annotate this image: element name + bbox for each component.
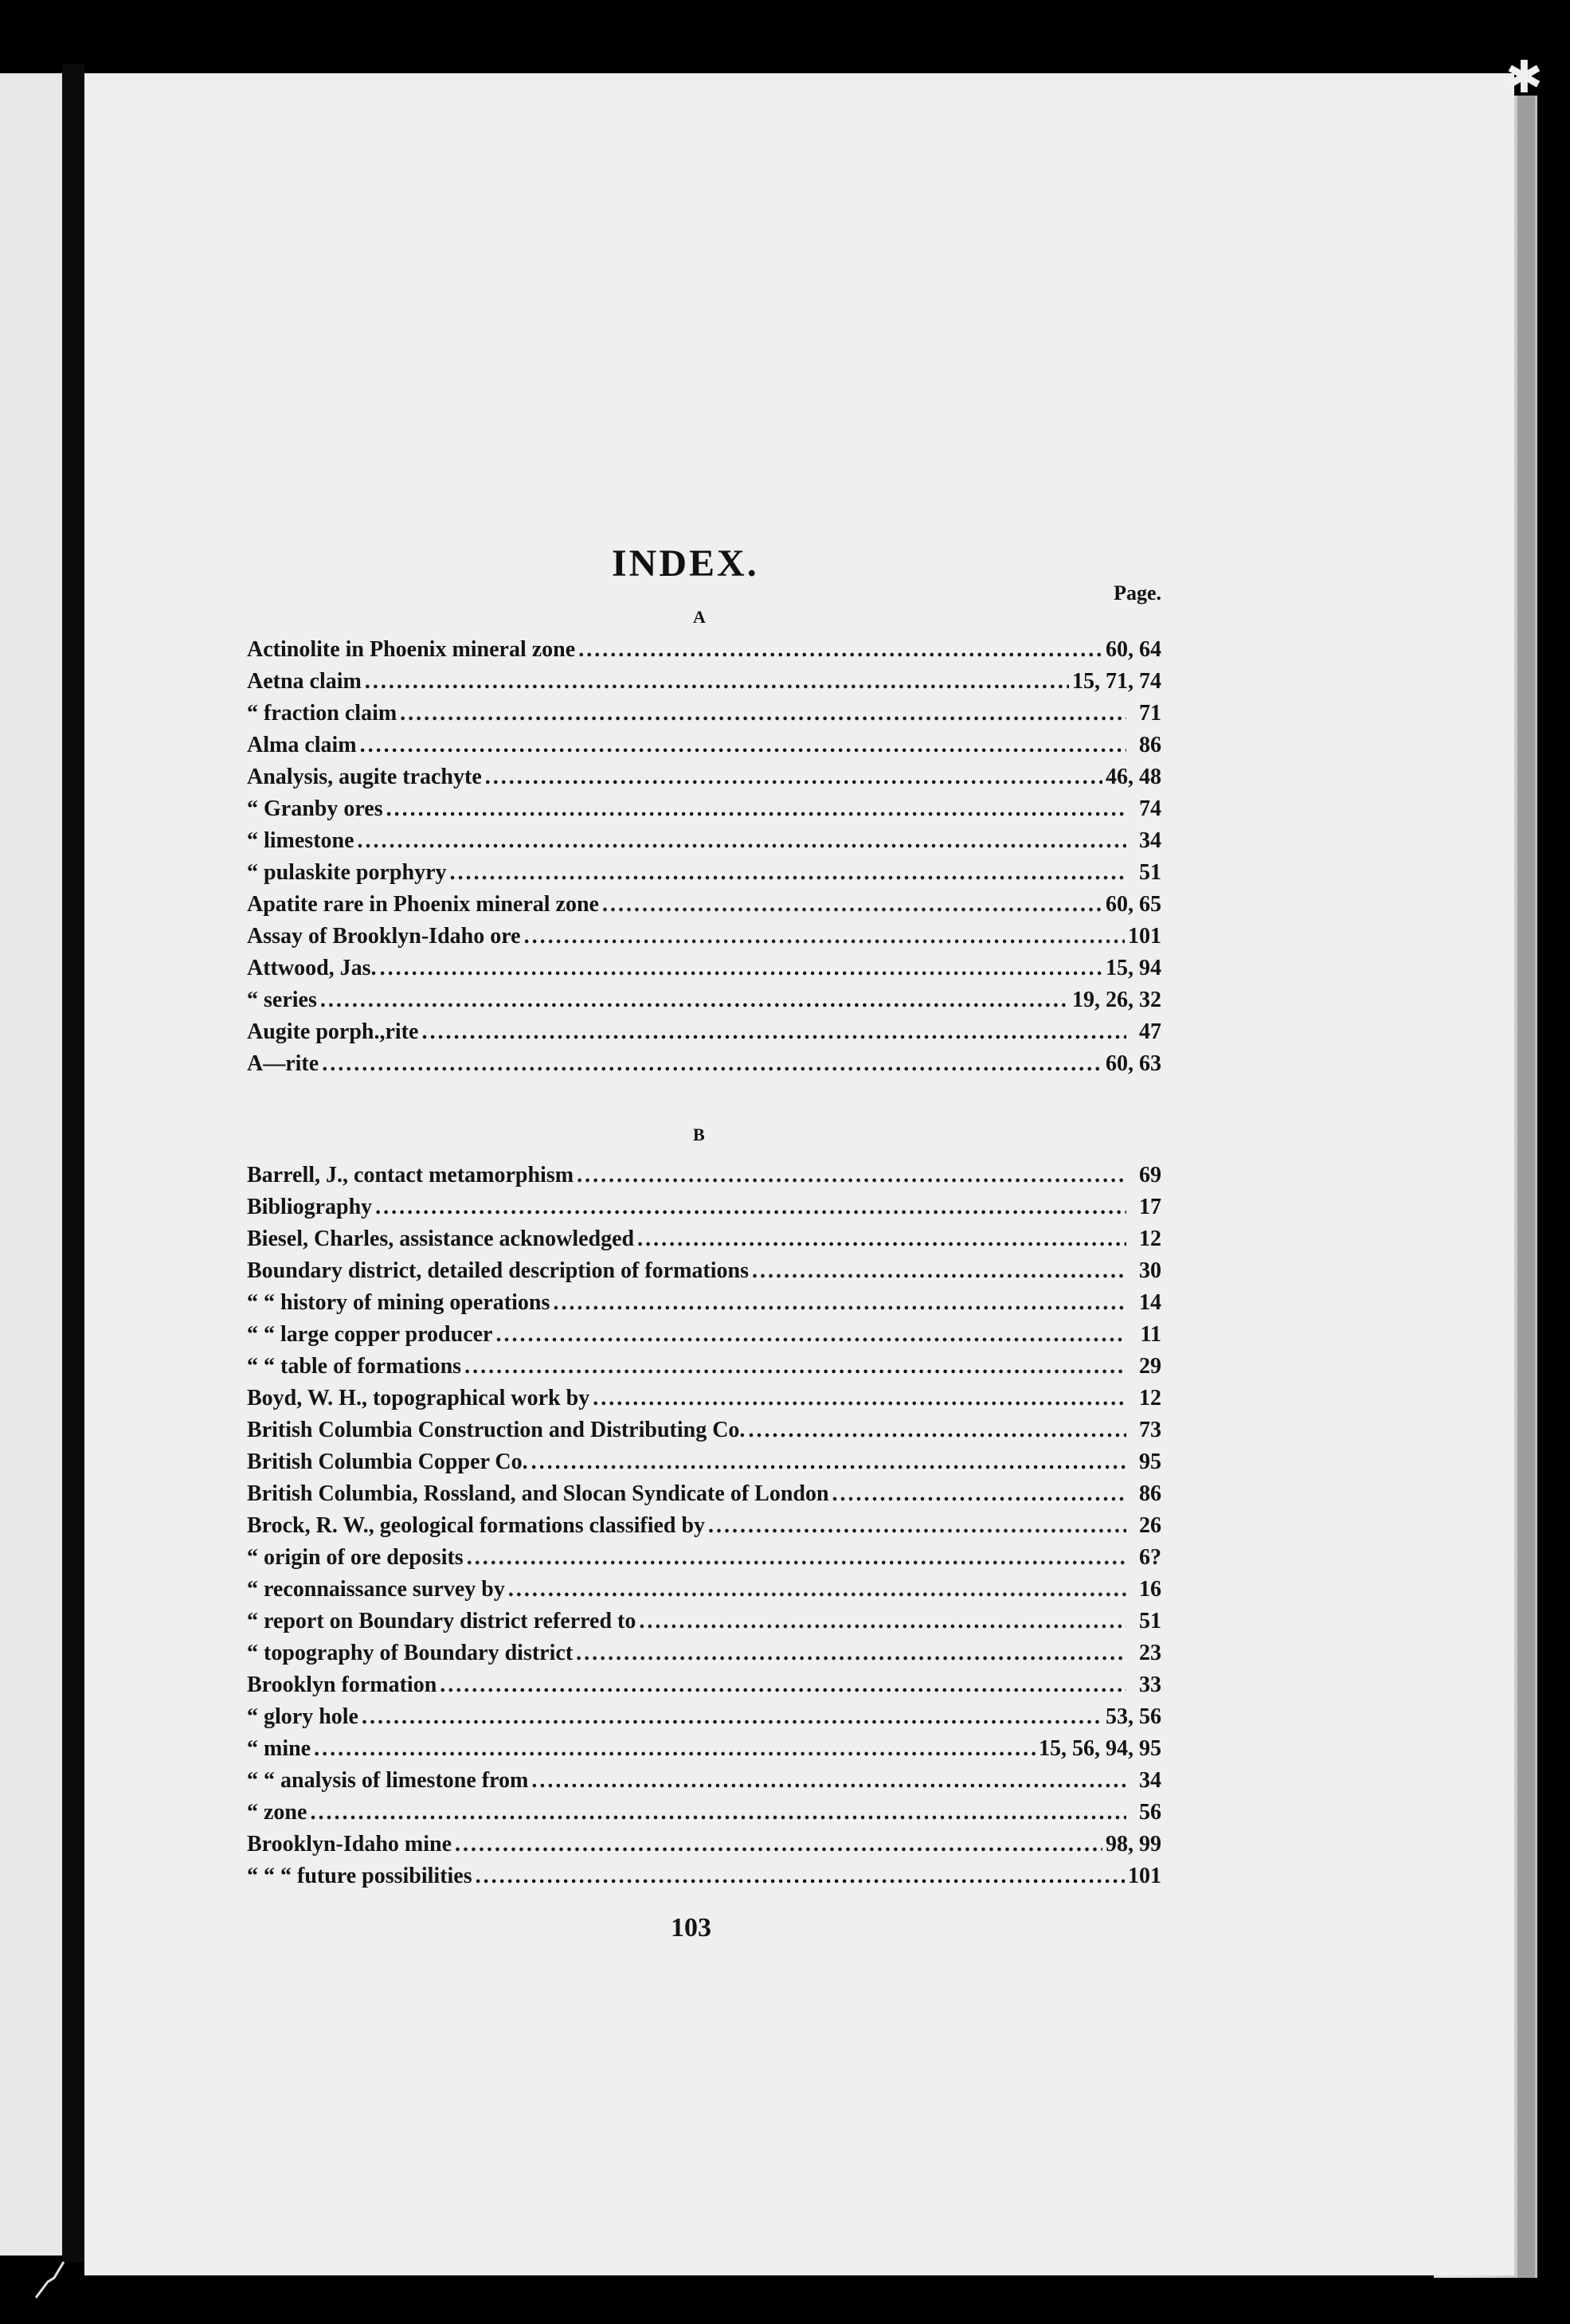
index-entry-page: 95	[1139, 1450, 1161, 1474]
index-entry-text: “ topography of Boundary district	[247, 1641, 574, 1665]
index-entry	[247, 1609, 1161, 1641]
index-entry	[247, 796, 1161, 828]
page-column-label: Page.	[1114, 581, 1161, 604]
index-entry-page: 34	[1139, 828, 1161, 853]
index-entry-page: 56	[1139, 1800, 1161, 1825]
index-entry-text: Aetna claim	[247, 669, 362, 694]
index-entry	[247, 1195, 1161, 1227]
dot-leader	[362, 1704, 1102, 1730]
section-letter: B	[693, 1125, 705, 1144]
index-entry-page: 17	[1139, 1195, 1161, 1219]
index-entry-page: 12	[1139, 1386, 1161, 1410]
index-entry-text: Brooklyn formation	[247, 1673, 437, 1697]
dot-leader	[322, 1051, 1102, 1077]
index-entry-page: 16	[1139, 1577, 1161, 1602]
dot-leader	[358, 828, 1126, 854]
index-entry-text: “ “ analysis of limestone from	[247, 1768, 529, 1793]
index-entry-page: 11	[1140, 1322, 1161, 1347]
index-entry	[247, 1418, 1161, 1450]
index-entry-text: Attwood, Jas.	[247, 956, 377, 980]
index-entry-text: “ pulaskite porphyry	[247, 860, 447, 885]
index-entry	[247, 988, 1161, 1019]
index-entry	[247, 1481, 1161, 1513]
dot-leader	[476, 1864, 1125, 1889]
binding-shadow	[62, 64, 84, 2262]
index-entry-text: Bibliography	[247, 1195, 373, 1219]
index-entry	[247, 1290, 1161, 1322]
index-entry-text: Analysis, augite trachyte	[247, 765, 482, 789]
index-entry-text: “ Granby ores	[247, 796, 383, 821]
index-entry-page: 60, 65	[1106, 892, 1161, 917]
dot-leader	[524, 924, 1125, 949]
dot-leader	[455, 1832, 1102, 1857]
index-entry-text: Brock, R. W., geological formations classified by	[247, 1513, 706, 1538]
index-entry	[247, 1577, 1161, 1609]
index-entry-text: “ “ table of formations	[247, 1354, 462, 1379]
dot-leader	[365, 669, 1069, 694]
index-entry	[247, 1768, 1161, 1800]
index-entry-page: 51	[1139, 1609, 1161, 1633]
index-entry	[247, 892, 1161, 924]
dot-leader	[639, 1609, 1126, 1634]
dot-leader	[553, 1290, 1126, 1316]
index-entry	[247, 1864, 1161, 1896]
index-entry-text: “ report on Boundary district referred to	[247, 1609, 636, 1633]
index-entry	[247, 1258, 1161, 1290]
index-entry-page: 33	[1139, 1673, 1161, 1697]
index-entry-text: A––rite	[247, 1051, 319, 1076]
index-entry-text: “ zone	[247, 1800, 307, 1825]
index-entry-page: 15, 71, 74	[1072, 669, 1161, 694]
index-entry-page: 47	[1139, 1019, 1161, 1044]
index-entry	[247, 669, 1161, 701]
dot-leader	[360, 733, 1126, 758]
dot-leader	[310, 1800, 1126, 1825]
dot-leader	[440, 1673, 1126, 1698]
index-entry-page: 12	[1139, 1227, 1161, 1251]
index-entry	[247, 1163, 1161, 1195]
index-entry-page: 51	[1139, 860, 1161, 885]
index-entry	[247, 1051, 1161, 1083]
index-entry-text: “ series	[247, 988, 317, 1012]
index-entry	[247, 1019, 1161, 1051]
index-entry-text: British Columbia Copper Co.	[247, 1450, 528, 1474]
index-entry	[247, 956, 1161, 988]
index-entry-text: “ “ history of mining operations	[247, 1290, 550, 1315]
dot-leader	[467, 1545, 1126, 1571]
index-entry	[247, 733, 1161, 765]
dot-leader	[320, 988, 1069, 1013]
index-entry-text: “ glory hole	[247, 1704, 358, 1729]
section-letter: A	[693, 607, 706, 627]
index-entry-page: 14	[1139, 1290, 1161, 1315]
dot-leader	[748, 1418, 1126, 1443]
index-entry-page: 23	[1139, 1641, 1161, 1665]
index-entry-page: 73	[1139, 1418, 1161, 1442]
index-entry-text: Apatite rare in Phoenix mineral zone	[247, 892, 599, 917]
index-entry	[247, 1386, 1161, 1418]
index-entry-text: Boyd, W. H., topographical work by	[247, 1386, 590, 1410]
index-entry-text: “ fraction claim	[247, 701, 397, 726]
dot-leader	[832, 1481, 1126, 1507]
index-entry-page: 86	[1139, 733, 1161, 757]
index-entry-page: 46, 48	[1106, 765, 1161, 789]
index-entry-text: “ “ “ future possibilities	[247, 1864, 472, 1888]
dot-leader	[593, 1386, 1126, 1411]
index-entry-page: 26	[1139, 1513, 1161, 1538]
index-entry-text: “ limestone	[247, 828, 354, 853]
index-entry-page: 98, 99	[1106, 1832, 1161, 1856]
index-entry-page: 71	[1139, 701, 1161, 726]
index-entry-page: 19, 26, 32	[1072, 988, 1161, 1012]
dot-leader	[708, 1513, 1126, 1539]
dot-leader	[578, 637, 1102, 663]
index-entry-page: 101	[1128, 924, 1161, 949]
index-entry	[247, 701, 1161, 733]
dot-leader	[400, 701, 1126, 726]
index-entry-page: 86	[1139, 1481, 1161, 1506]
dot-leader	[375, 1195, 1126, 1220]
dot-leader	[450, 860, 1127, 886]
index-entry	[247, 924, 1161, 956]
index-entry-text: Barrell, J., contact metamorphism	[247, 1163, 574, 1187]
index-entry	[247, 1832, 1161, 1864]
dot-leader	[508, 1577, 1126, 1602]
index-entry	[247, 1513, 1161, 1545]
index-entry-page: 30	[1139, 1258, 1161, 1283]
index-entry-page: 69	[1139, 1163, 1161, 1187]
corner-artifact: ✱	[1505, 52, 1543, 104]
dot-leader	[386, 796, 1126, 822]
index-entry-text: Assay of Brooklyn-Idaho ore	[247, 924, 521, 949]
index-entry	[247, 1354, 1161, 1386]
index-entry	[247, 1641, 1161, 1673]
index-entry-text: “ “ large copper producer	[247, 1322, 493, 1347]
index-entry	[247, 1545, 1161, 1577]
index-entry-page: 15, 56, 94, 95	[1039, 1736, 1161, 1761]
index-entry-text: Augite porph.,rite	[247, 1019, 419, 1044]
index-entry-page: 74	[1139, 796, 1161, 821]
dot-leader	[577, 1163, 1126, 1188]
index-entry-page: 34	[1139, 1768, 1161, 1793]
dot-leader	[531, 1450, 1126, 1475]
dot-leader	[602, 892, 1102, 917]
dot-leader	[421, 1019, 1126, 1045]
index-entry-text: Biesel, Charles, assistance acknowledged	[247, 1227, 635, 1251]
index-entry-text: British Columbia, Rossland, and Slocan Syndicate of London	[247, 1481, 829, 1506]
dot-leader	[464, 1354, 1126, 1379]
index-entry-page: 60, 64	[1106, 637, 1161, 662]
index-entry-text: Brooklyn-Idaho mine	[247, 1832, 452, 1856]
index-entry-text: Alma claim	[247, 733, 357, 757]
dot-leader	[495, 1322, 1126, 1348]
dot-leader	[531, 1768, 1126, 1794]
index-entry	[247, 1673, 1161, 1704]
index-entry-page: 53, 56	[1106, 1704, 1161, 1729]
page-number: 103	[671, 1913, 711, 1943]
index-entry-text: British Columbia Construction and Distributing Co.	[247, 1418, 746, 1442]
index-entry	[247, 1227, 1161, 1258]
index-entry	[247, 1736, 1161, 1768]
index-entry	[247, 1322, 1161, 1354]
index-entry	[247, 637, 1161, 669]
index-entry-page: 101	[1128, 1864, 1161, 1888]
index-entry-text: “ mine	[247, 1736, 311, 1761]
index-entry-page: 6?	[1139, 1545, 1161, 1570]
index-entry-page: 15, 94	[1106, 956, 1161, 980]
index-entry	[247, 1800, 1161, 1832]
scratch-mark	[32, 2254, 72, 2302]
index-entry	[247, 828, 1161, 860]
index-entry-text: Boundary district, detailed description of formations	[247, 1258, 749, 1283]
dot-leader	[485, 765, 1102, 790]
index-title: INDEX.	[612, 542, 759, 585]
index-entry-text: “ origin of ore deposits	[247, 1545, 464, 1570]
dot-leader	[576, 1641, 1126, 1666]
dot-leader	[380, 956, 1102, 981]
dot-leader	[637, 1227, 1126, 1252]
left-page-edge	[0, 73, 62, 2256]
index-entry	[247, 1704, 1161, 1736]
dot-leader	[752, 1258, 1126, 1284]
index-entry	[247, 765, 1161, 796]
index-entry-page: 29	[1139, 1354, 1161, 1379]
index-entry	[247, 860, 1161, 892]
index-entry	[247, 1450, 1161, 1481]
dot-leader	[314, 1736, 1036, 1762]
index-entry-page: 60, 63	[1106, 1051, 1161, 1076]
right-page-edge-shadow	[1517, 96, 1535, 2278]
index-entry-text: “ reconnaissance survey by	[247, 1577, 505, 1602]
index-entry-text: Actinolite in Phoenix mineral zone	[247, 637, 576, 662]
